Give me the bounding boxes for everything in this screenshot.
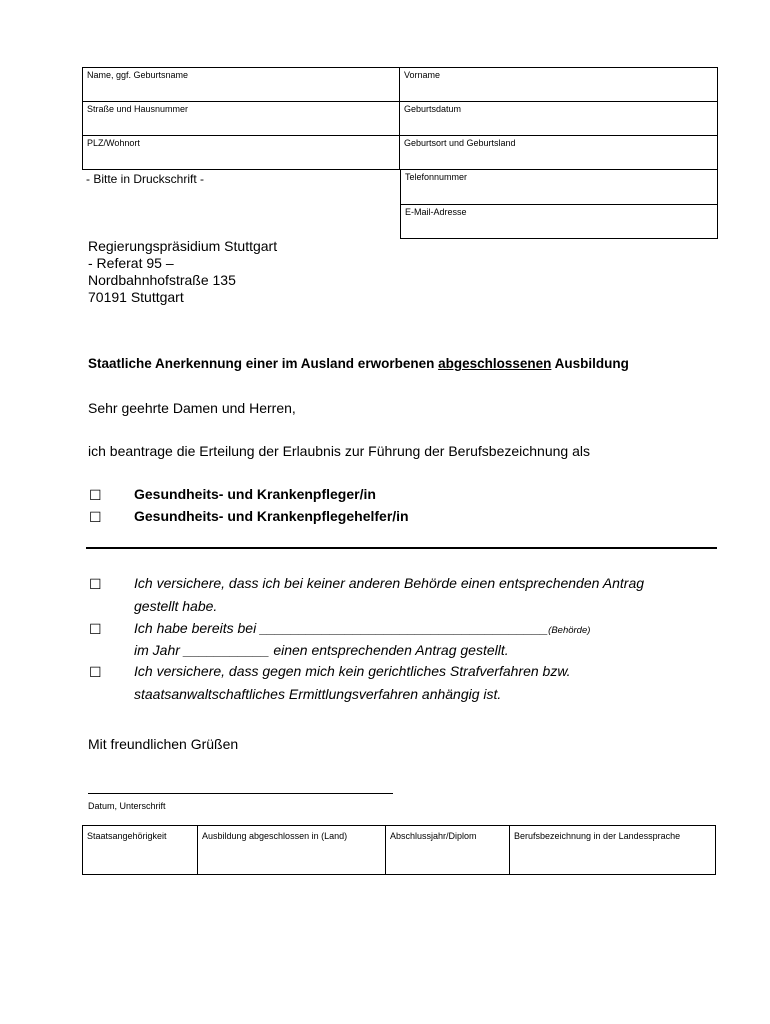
- abschlussjahr-field[interactable]: [386, 825, 510, 875]
- horizontal-divider: [86, 547, 717, 549]
- telefon-field[interactable]: [400, 169, 718, 204]
- geburtsort-field[interactable]: [400, 135, 718, 170]
- berufsbezeichnung-field[interactable]: [510, 825, 716, 875]
- subject-part-2: Ausbildung: [551, 356, 629, 371]
- closing: Mit freundlichen Grüßen: [88, 736, 239, 752]
- vorname-field[interactable]: [400, 67, 718, 101]
- subject-part-1: Staatliche Anerkennung einer im Ausland erworbenen: [88, 356, 439, 371]
- staatsangehoerigkeit-label: Staatsangehörigkeit: [87, 831, 167, 841]
- staatsangehoerigkeit-field[interactable]: [82, 825, 198, 875]
- salutation: Sehr geehrte Damen und Herren,: [88, 400, 296, 416]
- subject-line: [88, 356, 629, 371]
- address-line-1: Regierungspräsidium Stuttgart: [88, 238, 278, 254]
- decl1-line1: Ich versichere, dass ich bei keiner anderen Behörde einen entsprechenden Antrag: [134, 575, 645, 591]
- email-label: E-Mail-Adresse: [405, 207, 467, 217]
- name-label: Name, ggf. Geburtsname: [87, 70, 189, 80]
- telefon-label: Telefonnummer: [405, 172, 468, 182]
- checkbox-decl-no-criminal-proceedings[interactable]: ☐: [89, 664, 102, 680]
- decl2-line1-text: Ich habe bereits bei _____________________________________: [134, 620, 549, 636]
- druckschrift-note: - Bitte in Druckschrift -: [86, 172, 205, 186]
- plz-field[interactable]: [82, 135, 400, 170]
- checkbox-decl-prior-application[interactable]: ☐: [89, 621, 102, 637]
- checkbox-decl-no-other-application[interactable]: ☐: [89, 576, 102, 592]
- subject-underlined: abgeschlossenen: [438, 356, 552, 371]
- decl1-line2: gestellt habe.: [134, 598, 218, 614]
- geburtsort-label: Geburtsort und Geburtsland: [404, 138, 516, 148]
- name-field[interactable]: [82, 67, 400, 101]
- decl2-line1: [134, 620, 590, 636]
- recipient-address: [88, 238, 277, 306]
- decl3-line1: Ich versichere, dass gegen mich kein gerichtliches Strafverfahren bzw.: [134, 663, 571, 679]
- checkbox-krankenpflegehelfer[interactable]: ☐: [89, 509, 102, 525]
- decl2-line2: im Jahr ___________ einen entsprechenden Antrag gestellt.: [134, 642, 509, 658]
- option-krankenpflegehelfer-label: Gesundheits- und Krankenpflegehelfer/in: [134, 508, 409, 524]
- plz-label: PLZ/Wohnort: [87, 138, 140, 148]
- address-line-4: 70191 Stuttgart: [88, 289, 184, 305]
- ausbildung-land-label: Ausbildung abgeschlossen in (Land): [202, 831, 348, 841]
- checkbox-krankenpfleger[interactable]: ☐: [89, 487, 102, 503]
- address-line-3: Nordbahnhofstraße 135: [88, 272, 236, 288]
- request-text: ich beantrage die Erteilung der Erlaubnis zur Führung der Berufsbezeichnung als: [88, 443, 590, 459]
- signature-label: Datum, Unterschrift: [88, 801, 166, 811]
- geburtsdatum-label: Geburtsdatum: [404, 104, 462, 114]
- berufsbezeichnung-label: Berufsbezeichnung in der Landessprache: [514, 831, 681, 841]
- signature-line[interactable]: [88, 793, 393, 794]
- decl3-line2: staatsanwaltschaftliches Ermittlungsverfahren anhängig ist.: [134, 686, 502, 702]
- abschlussjahr-label: Abschlussjahr/Diplom: [390, 831, 477, 841]
- option-krankenpfleger-label: Gesundheits- und Krankenpfleger/in: [134, 486, 376, 502]
- geburtsdatum-field[interactable]: [400, 101, 718, 135]
- strasse-label: Straße und Hausnummer: [87, 104, 189, 114]
- email-field[interactable]: [400, 204, 718, 239]
- decl2-behoerde-hint: (Behörde): [548, 625, 591, 636]
- address-line-2: - Referat 95 –: [88, 255, 174, 271]
- ausbildung-land-field[interactable]: [198, 825, 386, 875]
- strasse-field[interactable]: [82, 101, 400, 135]
- vorname-label: Vorname: [404, 70, 441, 80]
